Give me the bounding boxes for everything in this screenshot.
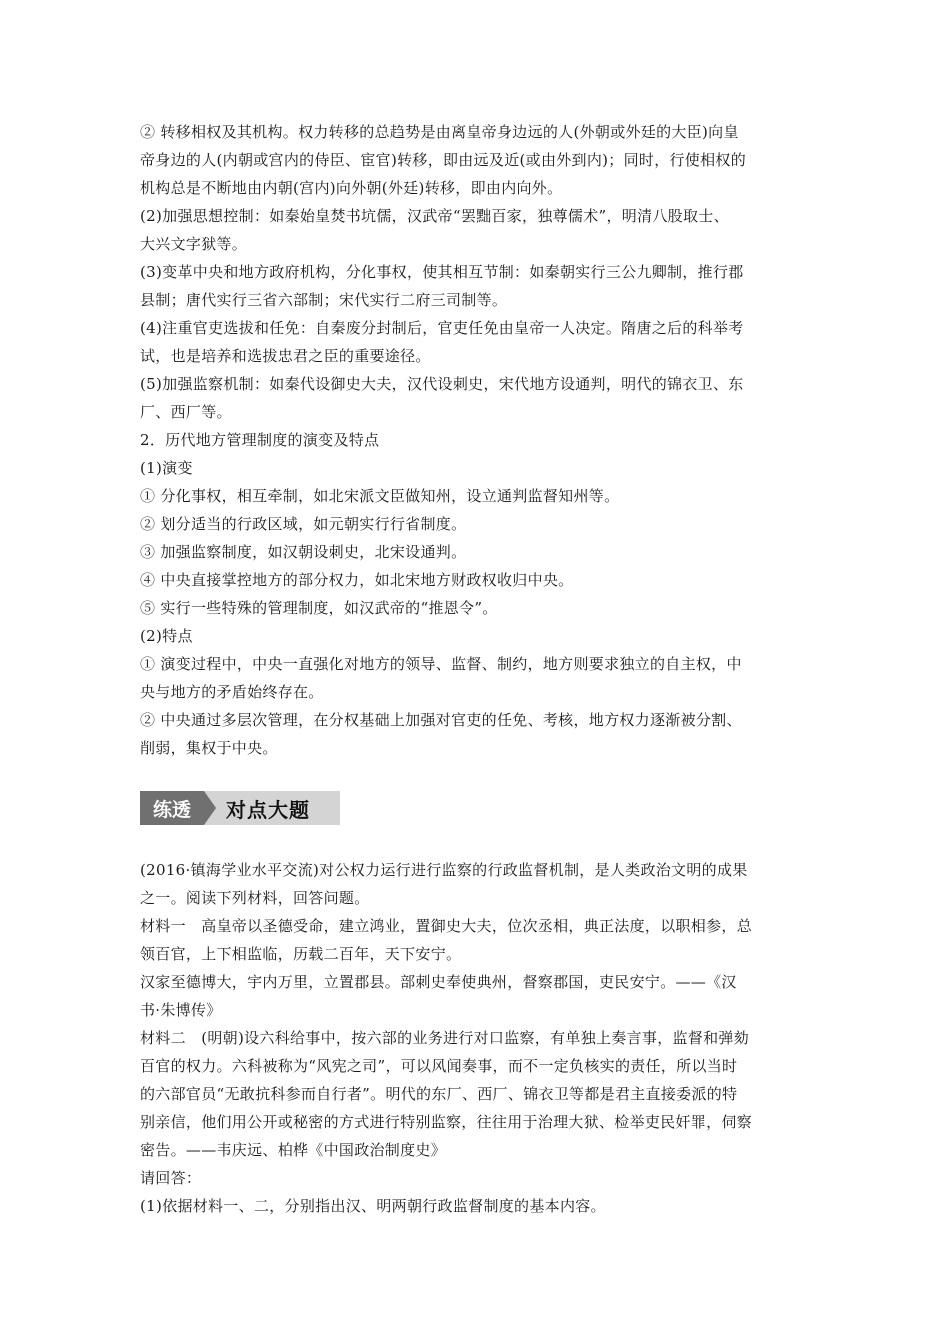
text-line: 县制；唐代实行三省六部制；宋代实行二府三司制等。 bbox=[140, 291, 508, 309]
text-line: 大兴文字狱等。 bbox=[140, 235, 248, 253]
text-block-lower bbox=[140, 856, 812, 1220]
material-text: 领百官，上下相监临，历载二百年，天下安宁。 bbox=[140, 945, 462, 963]
text-line: (2)加强思想控制：如秦始皇焚书坑儒，汉武帝“罢黜百家，独尊儒术”，明清八股取士、 bbox=[140, 207, 729, 225]
material-text: 汉家至德博大，宇内万里，立置郡县。部刺史奉使典州，督察郡国，吏民安宁。——《汉 bbox=[140, 973, 737, 991]
subheading: (1)演变 bbox=[140, 459, 193, 477]
banner-title: 对点大题 bbox=[226, 797, 310, 822]
question-intro: (2016·镇海学业水平交流)对公权力运行进行监察的行政监督机制，是人类政治文明的成果 bbox=[140, 861, 748, 879]
text-line: ③ 加强监察制度，如汉朝设刺史，北宋设通判。 bbox=[140, 543, 467, 561]
text-line: ② 中央通过多层次管理，在分权基础上加强对官吏的任免、考核，地方权力逐渐被分割、 bbox=[140, 711, 742, 729]
text-line: ① 演变过程中，中央一直强化对地方的领导、监督、制约，地方则要求独立的自主权，中 bbox=[140, 655, 742, 673]
material-text: 材料一 高皇帝以圣德受命，建立鸿业，置御史大夫，位次丞相，典正法度，以职相参，总 bbox=[140, 917, 753, 935]
material-text: 材料二 (明朝)设六科给事中，按六部的业务进行对口监察，有单独上奏言事，监督和弹劾 bbox=[140, 1029, 750, 1047]
material-text: 百官的权力。六科被称为“风宪之司”，可以风闻奏事，而不一定负核实的责任，所以当时 bbox=[140, 1057, 738, 1075]
text-line: ① 分化事权，相互牵制，如北宋派文臣做知州，设立通判监督知州等。 bbox=[140, 487, 620, 505]
prompt-text: 请回答： bbox=[140, 1169, 202, 1187]
section-banner bbox=[140, 791, 340, 825]
text-line: 试，也是培养和选拔忠君之臣的重要途径。 bbox=[140, 347, 431, 365]
text-block-upper bbox=[140, 118, 812, 762]
text-line: (4)注重官吏选拔和任免：自秦废分封制后，官吏任免由皇帝一人决定。隋唐之后的科举考 bbox=[140, 319, 744, 337]
text-line: ② 划分适当的行政区域，如元朝实行行省制度。 bbox=[140, 515, 467, 533]
text-line: 帝身边的人(内朝或宫内的侍臣、宦官)转移，即由远及近(或由外到内)；同时，行使相权的 bbox=[140, 151, 747, 169]
material-text: 的六部官员“无敢抗科参而自行者”。明代的东厂、西厂、锦衣卫等都是君主直接委派的特 bbox=[140, 1085, 738, 1103]
text-line: 厂、西厂等。 bbox=[140, 403, 232, 421]
material-text: 密告。——韦庆远、柏桦《中国政治制度史》 bbox=[140, 1141, 447, 1159]
banner-tab-label: 练透 bbox=[140, 791, 204, 825]
text-line: (3)变革中央和地方政府机构，分化事权，使其相互节制：如秦朝实行三公九卿制，推行郡 bbox=[140, 263, 744, 281]
text-line: ⑤ 实行一些特殊的管理制度，如汉武帝的“推恩令”。 bbox=[140, 599, 498, 617]
text-line: ④ 中央直接掌控地方的部分权力，如北宋地方财政权收归中央。 bbox=[140, 571, 574, 589]
material-text: 别亲信，他们用公开或秘密的方式进行特别监察，往往用于治理大狱、检举吏民奸罪，伺察 bbox=[140, 1113, 753, 1131]
subheading: (2)特点 bbox=[140, 627, 193, 645]
text-line: 机构总是不断地由内朝(宫内)向外朝(外廷)转移，即由内向外。 bbox=[140, 179, 563, 197]
section-heading: 2．历代地方管理制度的演变及特点 bbox=[140, 431, 380, 449]
text-line: 削弱，集权于中央。 bbox=[140, 739, 278, 757]
text-line: (5)加强监察机制：如秦代设御史大夫，汉代设刺史，宋代地方设通判，明代的锦衣卫、东 bbox=[140, 375, 744, 393]
text-line: 之一。阅读下列材料，回答问题。 bbox=[140, 889, 370, 907]
banner-arrow-icon bbox=[204, 791, 216, 825]
text-line: ② 转移相权及其机构。权力转移的总趋势是由离皇帝身边远的人(外朝或外廷的大臣)向皇 bbox=[140, 123, 739, 141]
material-text: 书·朱博传》 bbox=[140, 1001, 222, 1019]
question-item: (1)依据材料一、二，分别指出汉、明两朝行政监督制度的基本内容。 bbox=[140, 1197, 606, 1215]
text-line: 央与地方的矛盾始终存在。 bbox=[140, 683, 324, 701]
